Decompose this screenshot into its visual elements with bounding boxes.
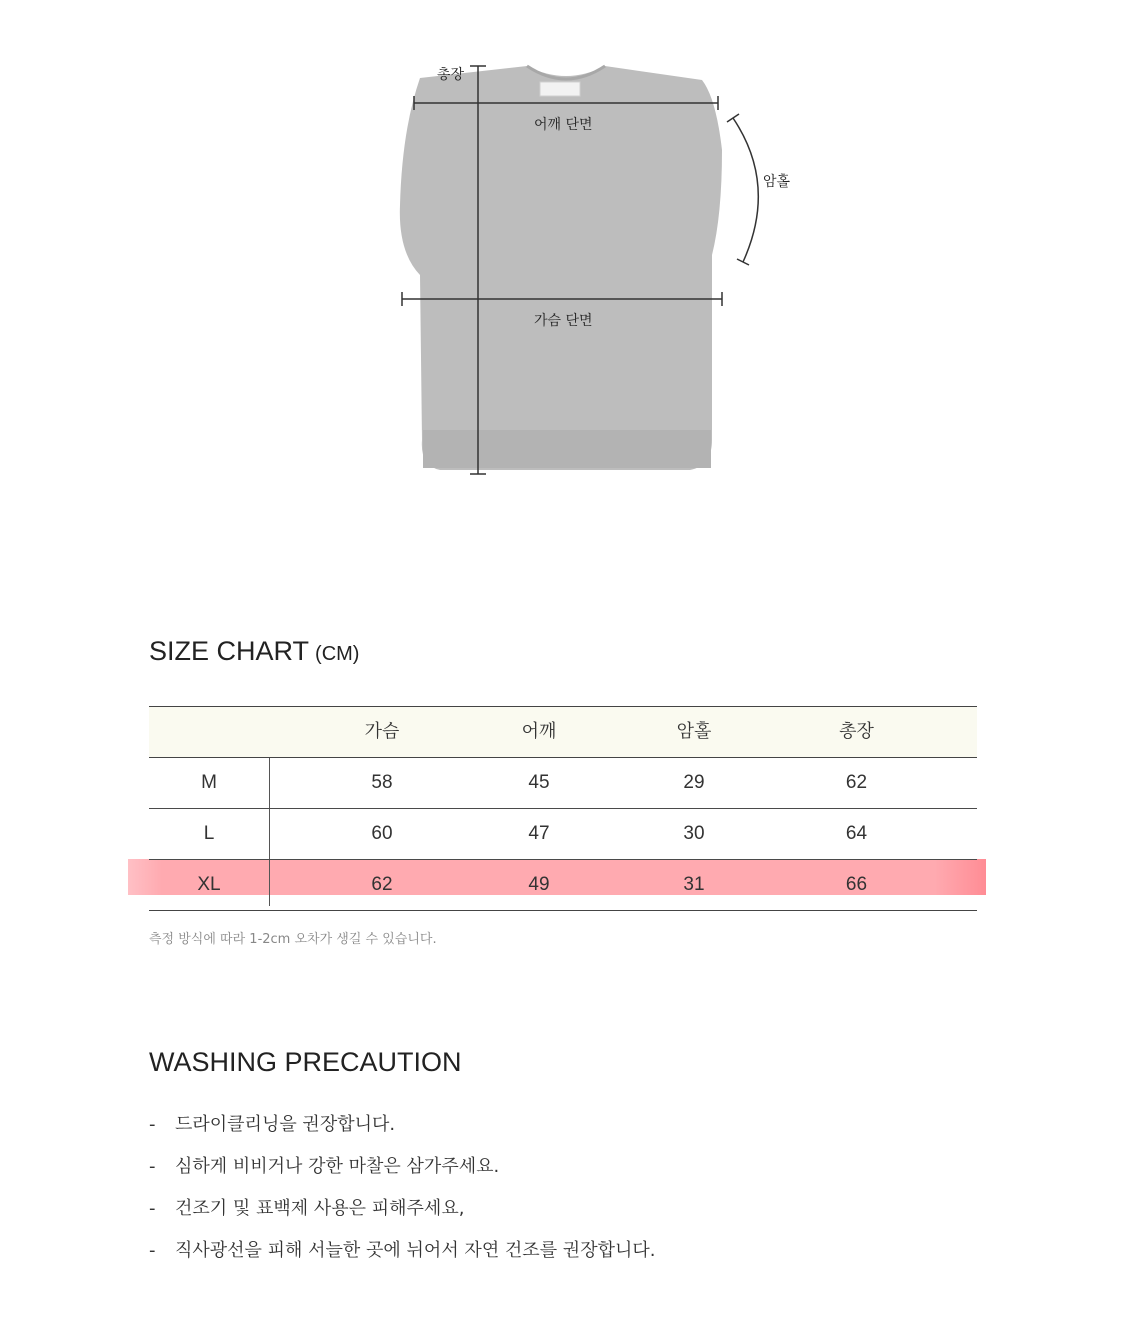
washing-title: WASHING PRECAUTION bbox=[149, 1047, 462, 1077]
list-dash: - bbox=[149, 1156, 156, 1177]
chest-cell: 58 bbox=[371, 772, 393, 793]
chest-cell: 62 bbox=[371, 874, 393, 895]
list-dash: - bbox=[149, 1114, 156, 1135]
header-size bbox=[149, 707, 269, 757]
size-chart-title-text: SIZE CHART bbox=[149, 636, 310, 666]
chest-cell: 60 bbox=[371, 823, 393, 844]
size-chart-title bbox=[149, 636, 359, 667]
size-cell: M bbox=[201, 772, 217, 793]
shoulder-cell: 45 bbox=[528, 772, 550, 793]
shoulder-cell: 49 bbox=[528, 874, 550, 895]
size-chart-unit: (CM) bbox=[315, 643, 360, 665]
header-length: 총장 bbox=[839, 721, 874, 742]
armhole-cell: 31 bbox=[683, 874, 705, 895]
length-label: 총장 bbox=[437, 67, 465, 83]
size-table bbox=[149, 706, 977, 911]
shoulder-cell: 47 bbox=[528, 823, 550, 844]
size-diagram bbox=[0, 0, 1125, 520]
list-item-text: 건조기 및 표백제 사용은 피해주세요, bbox=[175, 1198, 465, 1219]
list-item bbox=[149, 1152, 655, 1194]
table-header-row bbox=[149, 706, 977, 758]
length-cell: 64 bbox=[845, 823, 868, 844]
vest-illustration bbox=[0, 0, 1125, 520]
armhole-cell: 30 bbox=[683, 823, 705, 844]
armhole-cell: 29 bbox=[683, 772, 705, 793]
chest-label: 가슴 단면 bbox=[534, 313, 593, 329]
list-item bbox=[149, 1110, 655, 1152]
length-cell: 66 bbox=[845, 874, 868, 895]
list-item-text: 드라이클리닝을 권장합니다. bbox=[175, 1114, 396, 1135]
size-cell: L bbox=[203, 823, 215, 844]
washing-list bbox=[149, 1110, 655, 1278]
table-row bbox=[149, 758, 977, 809]
armhole-label: 암홀 bbox=[763, 174, 791, 190]
header-armhole: 암홀 bbox=[676, 721, 712, 742]
list-dash: - bbox=[149, 1240, 156, 1261]
list-item-text: 심하게 비비거나 강한 마찰은 삼가주세요. bbox=[175, 1156, 500, 1177]
list-item bbox=[149, 1194, 655, 1236]
header-chest: 가슴 bbox=[364, 721, 400, 742]
table-row-highlighted bbox=[149, 860, 977, 911]
list-dash: - bbox=[149, 1198, 156, 1219]
list-item-text: 직사광선을 피해 서늘한 곳에 뉘어서 자연 건조를 권장합니다. bbox=[175, 1240, 656, 1261]
length-cell: 62 bbox=[845, 772, 868, 793]
measurement-note: 측정 방식에 따라 1-2cm 오차가 생길 수 있습니다. bbox=[149, 932, 437, 947]
size-cell: XL bbox=[197, 874, 221, 895]
table-row bbox=[149, 809, 977, 860]
shoulder-label: 어깨 단면 bbox=[534, 117, 593, 133]
header-shoulder: 어깨 bbox=[521, 721, 557, 742]
list-item bbox=[149, 1236, 655, 1278]
